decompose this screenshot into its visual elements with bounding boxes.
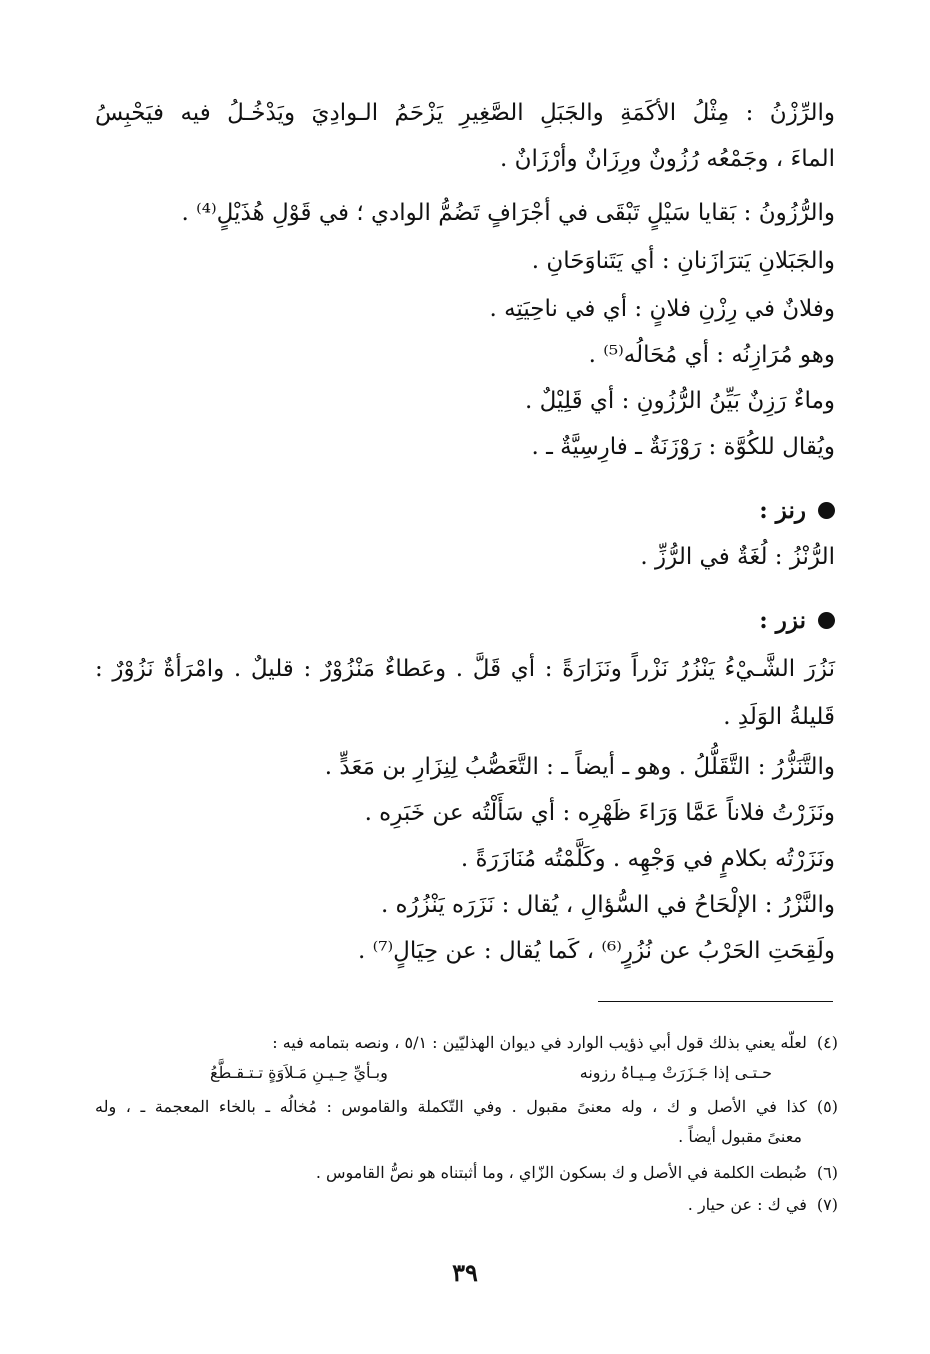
footnote-5-continuation: معنىً مقبول أيضاً . [678, 1127, 802, 1146]
footnote-4 [272, 1030, 838, 1056]
footnote-7-text: في ك : عن حيار . [687, 1195, 807, 1214]
entry-nzr-line-6: والنَّزْرُ : الإلْحَاحُ في السُّؤالِ ، يُقال : نَزَرَه يَنْزُرُه . [380, 892, 835, 918]
entry-rzn-line-4: والجَبَلانِ يَترَازَنانِ : أي يَتَناوَحَانِ . [531, 248, 835, 274]
entry-rnz-heading [759, 494, 835, 528]
entry-rnz-line-1: الرُّنْزُ : لُغَةٌ في الرُّزِّ . [640, 544, 835, 570]
entry-nzr-line-5: ونَزَرْتُه بكلامٍ في وَجْهِه . وكَلَّمْتُه مُنَازَرَةً . [460, 846, 835, 872]
entry-rzn-line-8: ويُقال للكُوَّة : رَوْزَنَةٌ ـ فارِسِيَّةٌ ـ . [531, 434, 835, 460]
entry-rzn-line-2: الماءَ ، وجَمْعُه رُزُونٌ ورِزَانٌ وأرْزَانٌ . [500, 146, 835, 172]
footnote-4-text: لعلّه يعني بذلك قول أبي ذؤيب الوارد في ديوان الهذليّين : ٥/١ ، ونصه بتمامه فيه : [272, 1033, 807, 1052]
footnote-6-number: (٦) [816, 1163, 838, 1182]
footnote-6-text: ضُبطت الكلمة في الأصل و ك بسكون الزّاي ، وما أثبتناه هو نصُّ القاموس . [315, 1163, 807, 1182]
footnote-7 [688, 1192, 838, 1218]
verse-first-hemistich: حـتـى إذا جَـزَرَتْ مِـيـاهُ رزونه [579, 1063, 772, 1082]
entry-rzn-line-6: وهو مُرَازِنُه : أي مُحَالُه⁽⁵⁾ . [588, 342, 835, 368]
footnote-6 [316, 1160, 838, 1186]
page-number: ٣٩ [452, 1258, 478, 1287]
entry-nzr-line-1: نَزُرَ الشَّـيْءُ يَنْزُرُ نَزْراً ونَزَارَةً : أي قَلَّ . وعَطاءٌ مَنْزُوْرٌ : قليلٌ . وامْرَأةٌ نَزُوْرٌ : [95, 656, 835, 682]
entry-rzn-line-3: والرُّزُونُ : بَقايا سَيْلٍ تَبْقَى في أجْرَافٍ تَضُمُّ الوادي ؛ في قَوْلِ هُذَيْلٍ⁽⁴⁾ . [181, 200, 835, 226]
entry-rnz-heading-text: رنز : [759, 497, 806, 524]
footnote-7-number: (٧) [816, 1195, 838, 1214]
entry-rzn-line-1: والرِّزْنُ : مِثْلُ الأكَمَةِ والجَبَلِ الصَّغِيرِ يَزْحَمُ الـوادِيَ ويَدْخُـلُ فيه فيَحْبِسُ [95, 100, 835, 126]
entry-nzr-line-4: ونَزَرْتُ فلاناً عَمَّا وَرَاءَ ظَهْرِه : أي سَأَلْتُه عن خَبَرِه . [364, 800, 835, 826]
entry-rzn-line-7: وماءٌ رَزِنٌ بَيِّنُ الرُّزُونِ : أي قَلِيْلٌ . [525, 388, 835, 414]
entry-rzn-line-5: وفلانٌ في رِزْنِ فلانٍ : أي في ناحِيَتِه . [489, 296, 835, 322]
footnote-4-number: (٤) [816, 1033, 838, 1052]
entry-nzr-heading [759, 604, 835, 638]
verse-second-hemistich: وبـأيِّ حِـيـنِ مَـلاَوَةٍ تـتـقـطَّعُ [210, 1063, 388, 1082]
footnote-5-number: (٥) [816, 1097, 838, 1116]
entry-nzr-heading-text: نزر : [759, 607, 806, 634]
footnote-5-text: كذا في الأصل و ك ، وله معنىً مقبول . وفي التّكملة والقاموس : مُخالُه ـ بالخاء المعجمة ـ ، وله [95, 1097, 807, 1116]
entry-nzr-line-2: قَليلةُ الوَلَدِ . [723, 704, 835, 730]
footnote-separator [598, 1001, 833, 1002]
footnote-5 [95, 1094, 838, 1120]
footnote-4-verse [210, 1060, 772, 1086]
bullet-icon [818, 502, 835, 519]
bullet-icon [818, 612, 835, 629]
entry-nzr-line-7: ولَقِحَتِ الحَرْبُ عن نُزُرٍ⁽⁶⁾ ، كَما يُقال : عن حِيَالٍ⁽⁷⁾ . [358, 938, 835, 964]
entry-nzr-line-3: والتَّنَزُّرُ : التَّقَلُّلُ . وهو ـ أيضاً ـ : التَّعَصُّبُ لِنِزَارِ بن مَعَدٍّ . [324, 754, 835, 780]
